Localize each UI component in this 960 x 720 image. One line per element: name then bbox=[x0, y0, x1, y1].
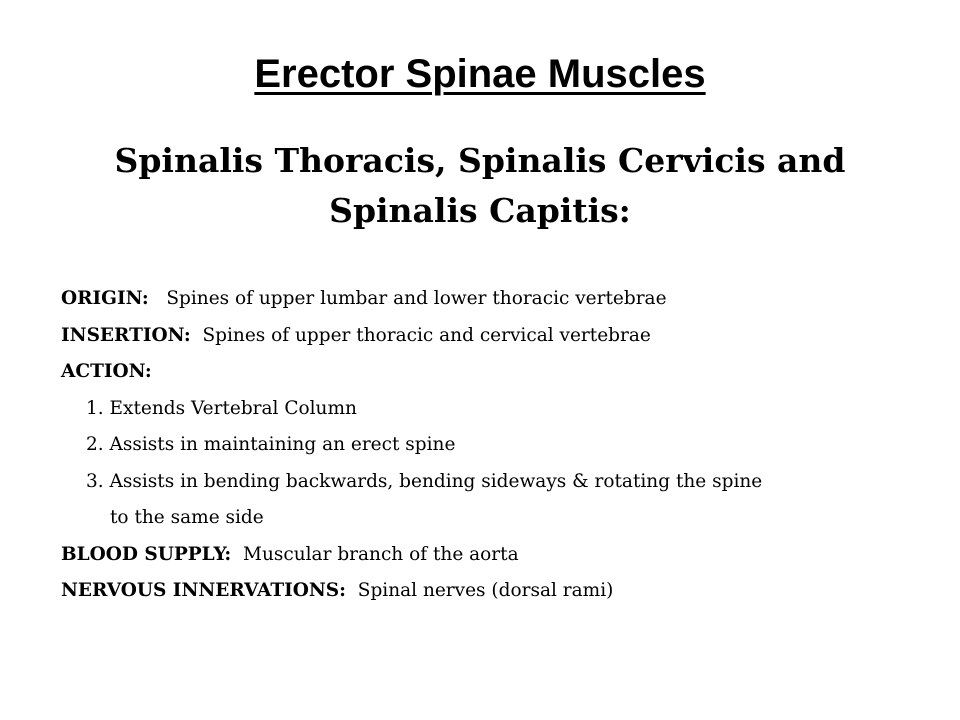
nervous-innervation-label: NERVOUS INNERVATIONS: bbox=[61, 580, 346, 601]
action-item-3-continuation: to the same side bbox=[110, 507, 264, 528]
slide-title: Erector Spinae Muscles bbox=[254, 52, 706, 96]
insertion-line bbox=[61, 318, 941, 355]
origin-label: ORIGIN: bbox=[61, 288, 149, 309]
nervous-innervation-value: Spinal nerves (dorsal rami) bbox=[357, 580, 614, 601]
muscle-details bbox=[61, 281, 941, 610]
action-item-3: 3. Assists in bending backwards, bending sideways & rotating the spine bbox=[86, 470, 763, 492]
insertion-value: Spines of upper thoracic and cervical vertebrae bbox=[202, 324, 651, 346]
origin-value: Spines of upper lumbar and lower thoracic vertebrae bbox=[166, 288, 667, 309]
action-item-2: 2. Assists in maintaining an erect spine bbox=[86, 434, 456, 455]
insertion-label: INSERTION: bbox=[61, 324, 191, 346]
nervous-innervation-line bbox=[61, 573, 941, 610]
action-line bbox=[61, 354, 941, 391]
blood-supply-value: Muscular branch of the aorta bbox=[243, 543, 519, 565]
action-item-1: 1. Extends Vertebral Column bbox=[86, 397, 357, 419]
slide-subtitle: Spinalis Thoracis, Spinalis Cervicis and Spinalis Capitis: bbox=[114, 141, 846, 230]
blood-supply-line bbox=[61, 537, 941, 574]
origin-line bbox=[61, 281, 941, 318]
action-label: ACTION: bbox=[61, 361, 152, 382]
blood-supply-label: BLOOD SUPPLY: bbox=[61, 543, 232, 565]
